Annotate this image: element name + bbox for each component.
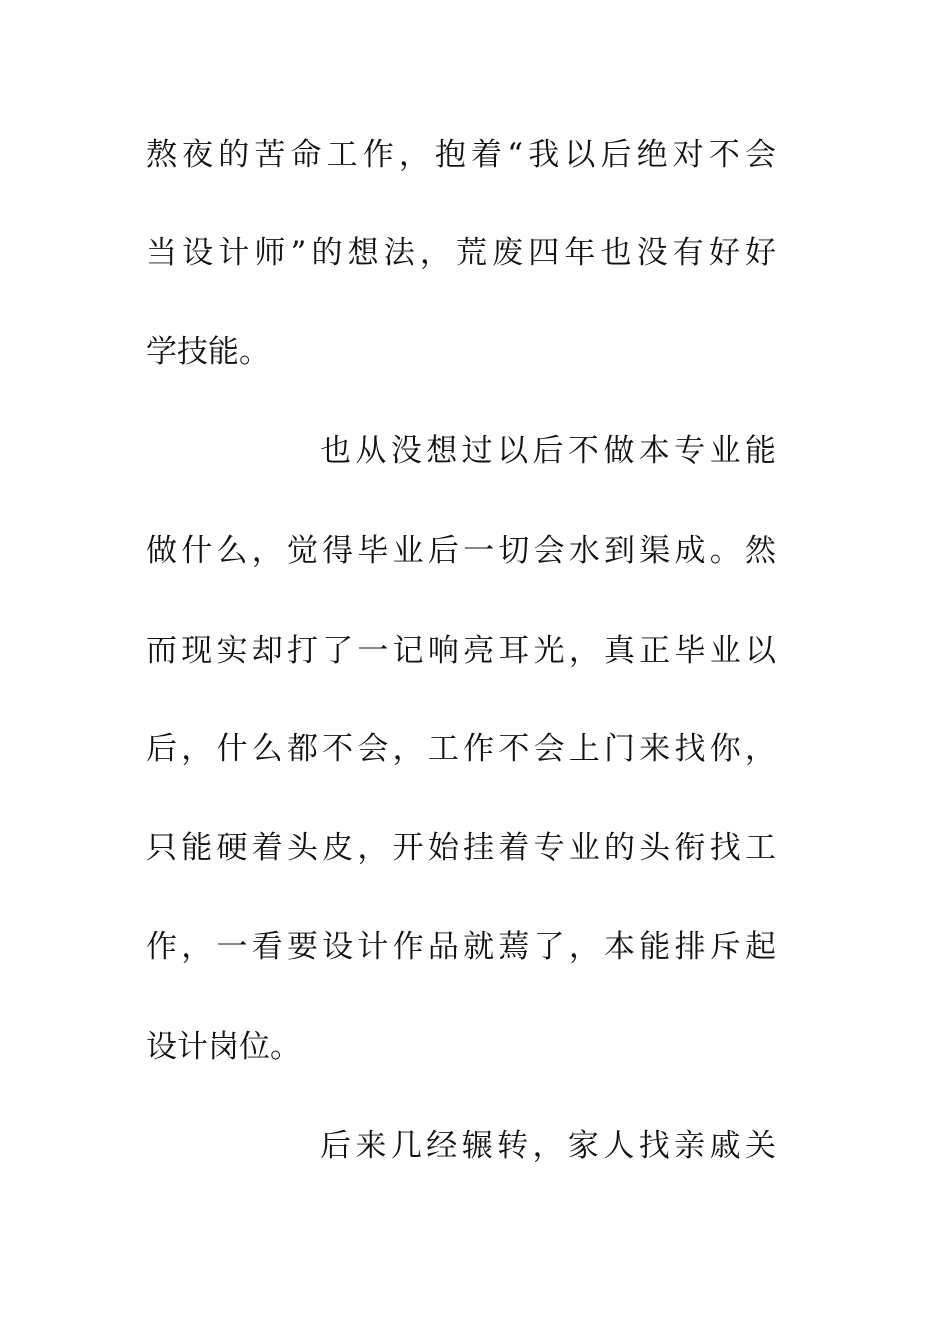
text-line: 设计岗位。 <box>146 1029 301 1065</box>
text-line: 做什么，觉得毕业后一切会水到渠成。然 <box>146 533 776 569</box>
text-line: 后，什么都不会，工作不会上门来找你， <box>146 731 776 767</box>
paragraph-start-line: 也从没想过以后不做本专业能 <box>320 433 776 469</box>
text-line: 熬夜的苦命工作，抱着“我以后绝对不会 <box>146 137 776 173</box>
text-line: 当设计师”的想法，荒废四年也没有好好 <box>146 235 776 271</box>
text-line: 而现实却打了一记响亮耳光，真正毕业以 <box>146 633 776 669</box>
text-line: 只能硬着头皮，开始挂着专业的头衔找工 <box>146 830 776 866</box>
paragraph-start-line: 后来几经辗转，家人找亲戚关 <box>320 1128 776 1164</box>
text-line: 作，一看要设计作品就蔫了，本能排斥起 <box>146 929 776 965</box>
text-line: 学技能。 <box>146 334 270 370</box>
